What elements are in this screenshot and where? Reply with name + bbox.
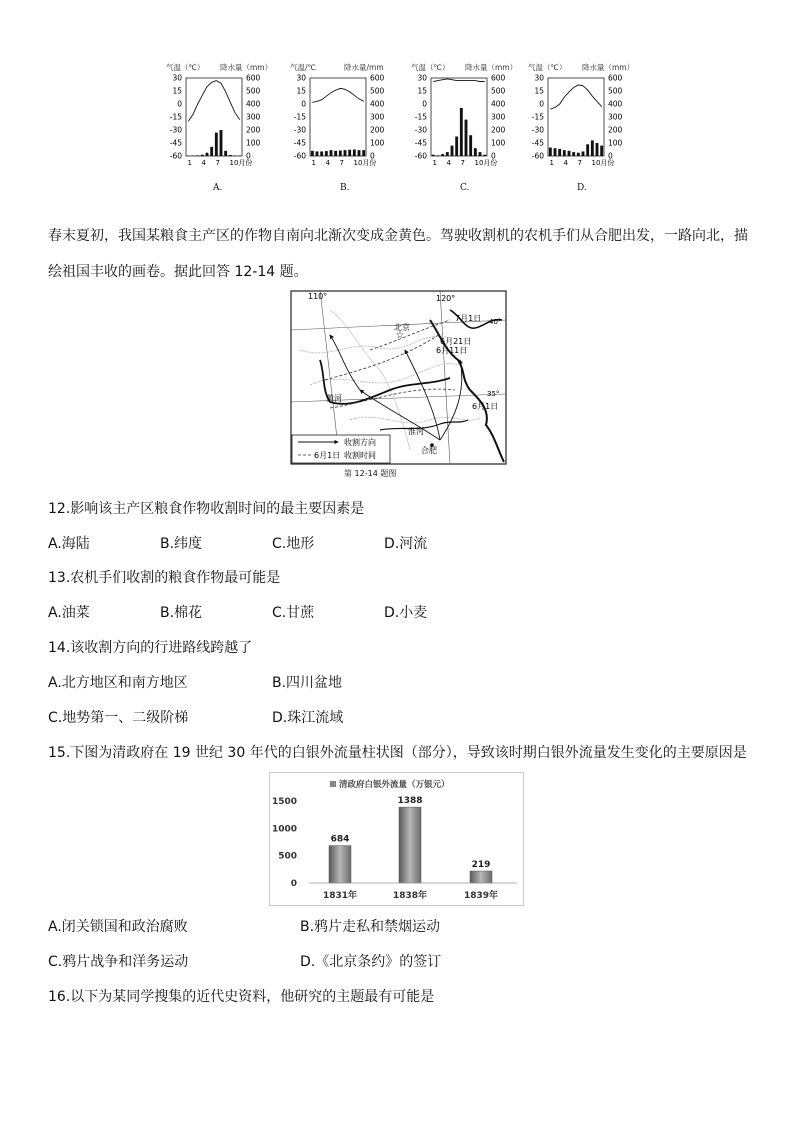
q13-option-a: A.油菜 xyxy=(48,605,90,621)
precip-bar-a xyxy=(220,130,223,156)
temp-tick-b: 30 xyxy=(296,73,306,83)
precip-bar-c xyxy=(455,137,458,157)
x-tick-label: 1839年 xyxy=(463,891,499,901)
precip-tick-d: 500 xyxy=(608,86,623,96)
precip-bar-d xyxy=(549,148,552,156)
intro-paragraph: 春末夏初，我国某粮食主产区的作物自南向北渐次变成金黄色。驾驶收割机的农机手们从合肥出发，一路向北，描绘祖国丰收的画卷。据此回答 12-14 题。 xyxy=(48,228,748,280)
month-tick-a: 7 xyxy=(215,159,220,167)
precip-tick-b: 200 xyxy=(370,125,385,135)
precip-tick-a: 200 xyxy=(246,125,261,135)
temp-line-d xyxy=(550,85,601,109)
precip-bar-b xyxy=(316,151,319,156)
data-label: 219 xyxy=(471,860,491,871)
temp-tick-d: 15 xyxy=(534,86,544,96)
legend-direction: 收割方向 xyxy=(344,438,376,447)
temp-tick-a: -45 xyxy=(169,138,182,148)
temp-tick-a: 15 xyxy=(172,86,182,96)
precip-tick-b: 300 xyxy=(370,112,385,122)
temp-tick-b: -15 xyxy=(293,112,306,122)
bar-1839年 xyxy=(470,871,492,883)
q15-option-c: C.鸦片战争和洋务运动 xyxy=(48,954,189,970)
temp-tick-d: -15 xyxy=(531,112,544,122)
temp-axis-title-d: 气温（℃） xyxy=(528,63,567,72)
precip-bar-c xyxy=(483,155,486,156)
month-tick-a: 10月份 xyxy=(229,159,253,167)
svg-text:☆: ☆ xyxy=(395,330,405,341)
q12-option-c: C.地形 xyxy=(272,536,315,552)
month-tick-a: 4 xyxy=(201,159,206,167)
precip-tick-b: 400 xyxy=(370,99,385,109)
temp-tick-a: -15 xyxy=(169,112,182,122)
bar-1838年 xyxy=(399,807,421,883)
month-tick-c: 4 xyxy=(446,159,451,167)
q13-stem: 13.农机手们收割的粮食作物最可能是 xyxy=(48,570,281,586)
q13-option-d: D.小麦 xyxy=(384,605,428,621)
label-jun1-map: 6月1日 xyxy=(472,402,499,411)
temp-tick-d: -30 xyxy=(531,125,544,135)
label-lon-120: 120° xyxy=(436,294,456,303)
precip-tick-a: 400 xyxy=(246,99,261,109)
precip-bar-a xyxy=(206,153,209,156)
precip-bar-a xyxy=(196,155,199,156)
temp-tick-a: 0 xyxy=(177,99,182,109)
temp-tick-c: 0 xyxy=(422,99,427,109)
precip-bar-b xyxy=(325,151,328,156)
precip-tick-c: 0 xyxy=(491,151,496,161)
label-huai-river: 淮河 xyxy=(408,427,424,436)
month-tick-d: 1 xyxy=(549,159,554,167)
precip-bar-b xyxy=(334,151,337,156)
temp-tick-c: 15 xyxy=(417,86,427,96)
label-jul1: 7月1日 xyxy=(455,314,482,323)
temp-axis-title-a: 气温（℃） xyxy=(166,63,205,72)
precip-bar-a xyxy=(229,155,232,156)
legend-swatch xyxy=(330,781,336,787)
label-hefei: 合肥 xyxy=(421,446,437,455)
x-tick-label: 1838年 xyxy=(392,891,428,901)
precip-bar-a xyxy=(201,155,204,156)
temp-tick-d: 0 xyxy=(539,99,544,109)
precip-bar-a xyxy=(234,155,237,156)
temp-tick-b: -60 xyxy=(293,151,306,161)
data-label: 684 xyxy=(330,834,350,845)
precip-bar-b xyxy=(311,151,314,156)
precip-tick-c: 600 xyxy=(491,73,506,83)
temp-tick-a: -60 xyxy=(169,151,182,161)
precip-bar-c xyxy=(451,146,454,156)
precip-axis-title-c: 降水量（mm） xyxy=(465,63,518,72)
month-tick-a: 1 xyxy=(187,159,192,167)
precip-tick-c: 400 xyxy=(491,99,506,109)
precip-bar-b xyxy=(344,150,347,156)
precip-tick-c: 100 xyxy=(491,138,506,148)
month-tick-c: 1 xyxy=(432,159,437,167)
label-lat-35: 35° xyxy=(487,390,500,398)
precip-tick-d: 100 xyxy=(608,138,623,148)
temp-tick-b: -45 xyxy=(293,138,306,148)
q16-stem: 16.以下为某同学搜集的近代史资料，他研究的主题最有可能是 xyxy=(48,989,435,1005)
precip-tick-d: 0 xyxy=(608,151,613,161)
precip-bar-c xyxy=(437,155,440,156)
chart-letter-a: A. xyxy=(213,183,223,193)
precip-axis-title-b: 降水量/mm xyxy=(344,63,384,72)
chart-letter-d: D. xyxy=(577,183,587,193)
precip-bar-d xyxy=(572,152,575,156)
precip-bar-b xyxy=(339,151,342,156)
precip-bar-d xyxy=(558,149,561,156)
temp-tick-c: -15 xyxy=(414,112,427,122)
q15-option-a: A.闭关锁国和政治腐败 xyxy=(48,919,188,935)
temp-tick-c: -60 xyxy=(414,151,427,161)
q12-option-a: A.海陆 xyxy=(48,536,90,552)
precip-bar-c xyxy=(474,148,477,156)
precip-bar-c xyxy=(432,155,435,156)
temp-tick-d: -45 xyxy=(531,138,544,148)
precip-bar-d xyxy=(563,150,566,156)
precip-tick-c: 200 xyxy=(491,125,506,135)
y-tick-label: 1000 xyxy=(271,824,297,835)
silver-outflow-chart xyxy=(269,772,524,906)
precip-bar-c xyxy=(465,120,468,156)
temp-tick-b: 15 xyxy=(296,86,306,96)
precip-bar-c xyxy=(446,152,449,156)
month-tick-b: 10月份 xyxy=(353,159,377,167)
precip-bar-b xyxy=(320,151,323,156)
label-yellow-river: 黄河 xyxy=(326,394,342,403)
precip-axis-title-d: 降水量（mm） xyxy=(582,63,635,72)
harvest-map xyxy=(290,290,508,468)
precip-bar-d xyxy=(600,146,603,156)
temp-tick-d: -60 xyxy=(531,151,544,161)
precip-tick-d: 400 xyxy=(608,99,623,109)
q12-stem: 12.影响该主产区粮食作物收割时间的最主要因素是 xyxy=(48,501,365,517)
precip-tick-c: 300 xyxy=(491,112,506,122)
temp-line-b xyxy=(312,88,363,102)
precip-tick-d: 300 xyxy=(608,112,623,122)
precip-tick-d: 600 xyxy=(608,73,623,83)
precip-axis-title-a: 降水量（mm） xyxy=(220,63,273,72)
temp-tick-c: -30 xyxy=(414,125,427,135)
temp-tick-b: -30 xyxy=(293,125,306,135)
precip-tick-c: 500 xyxy=(491,86,506,96)
month-tick-b: 7 xyxy=(339,159,344,167)
x-tick-label: 1831年 xyxy=(322,891,358,901)
precip-tick-a: 300 xyxy=(246,112,261,122)
q14-option-c: C.地势第一、二级阶梯 xyxy=(48,710,189,726)
precip-bar-b xyxy=(358,150,361,156)
label-lon-110: 110° xyxy=(308,292,328,301)
q13-option-b: B.棉花 xyxy=(160,605,203,621)
legend-date: 6月1日 xyxy=(314,451,341,460)
temp-line-c xyxy=(433,79,484,82)
month-tick-d: 7 xyxy=(577,159,582,167)
precip-bar-d xyxy=(577,153,580,156)
precip-tick-d: 200 xyxy=(608,125,623,135)
precip-bar-d xyxy=(554,148,557,156)
q14-option-a: A.北方地区和南方地区 xyxy=(48,675,188,691)
precip-bar-d xyxy=(582,151,585,156)
temp-tick-d: 30 xyxy=(534,73,544,83)
month-tick-d: 10月份 xyxy=(591,159,615,167)
month-tick-c: 10月份 xyxy=(474,159,498,167)
precip-bar-a xyxy=(210,147,213,156)
q13-option-c: C.甘蔗 xyxy=(272,605,315,621)
precip-bar-b xyxy=(330,150,333,156)
precip-tick-a: 100 xyxy=(246,138,261,148)
y-tick-label: 0 xyxy=(290,879,297,889)
precip-bar-a xyxy=(215,133,218,156)
data-label: 1388 xyxy=(397,796,423,807)
month-tick-d: 4 xyxy=(563,159,568,167)
temp-axis-title-b: 气温/℃ xyxy=(290,63,316,72)
map-caption: 第 12-14 题图 xyxy=(344,469,397,478)
chart-title: 清政府白银外流量（万银元） xyxy=(339,780,450,790)
month-tick-b: 4 xyxy=(325,159,330,167)
temp-tick-b: 0 xyxy=(301,99,306,109)
label-beijing: 北京 xyxy=(394,323,410,332)
label-jun11: 6月11日 xyxy=(436,346,468,355)
precip-bar-b xyxy=(353,150,356,157)
label-jun21: 6月21日 xyxy=(440,337,472,346)
precip-bar-b xyxy=(362,150,365,156)
q15-option-d: D.《北京条约》的签订 xyxy=(300,954,442,970)
chart-letter-b: B. xyxy=(340,183,350,193)
precip-bar-d xyxy=(568,151,571,156)
bar-1831年 xyxy=(329,846,351,883)
precip-tick-b: 0 xyxy=(370,151,375,161)
month-tick-c: 7 xyxy=(460,159,465,167)
precip-tick-b: 100 xyxy=(370,138,385,148)
plot-frame-c xyxy=(431,78,487,156)
chart-letter-c: C. xyxy=(460,183,470,193)
precip-tick-a: 500 xyxy=(246,86,261,96)
precip-bar-c xyxy=(460,108,463,156)
temp-axis-title-c: 气温（℃） xyxy=(411,63,450,72)
q15-stem: 15.下图为清政府在 19 世纪 30 年代的白银外流量柱状图（部分），导致该时期白银外流量发生变化的主要原因是 xyxy=(48,745,747,761)
legend-time: 收割时间 xyxy=(344,451,376,460)
precip-bar-c xyxy=(469,135,472,156)
precip-bar-c xyxy=(441,154,444,156)
precip-bar-c xyxy=(479,152,482,156)
q12-option-d: D.河流 xyxy=(384,536,428,552)
q14-option-b: B.四川盆地 xyxy=(272,675,343,691)
precip-bar-a xyxy=(224,151,227,156)
precip-tick-a: 0 xyxy=(246,151,251,161)
q14-stem: 14.该收割方向的行进路线跨越了 xyxy=(48,640,253,656)
q14-option-d: D.珠江流域 xyxy=(272,710,344,726)
q15-option-b: B.鸦片走私和禁烟运动 xyxy=(300,919,441,935)
temp-tick-a: -30 xyxy=(169,125,182,135)
q12-option-b: B.纬度 xyxy=(160,536,203,552)
temp-line-a xyxy=(188,81,239,122)
temp-tick-a: 30 xyxy=(172,73,182,83)
precip-bar-d xyxy=(596,143,599,156)
temp-tick-c: 30 xyxy=(417,73,427,83)
month-tick-b: 1 xyxy=(311,159,316,167)
temp-tick-c: -45 xyxy=(414,138,427,148)
precip-tick-b: 500 xyxy=(370,86,385,96)
precip-bar-d xyxy=(591,140,594,156)
precip-tick-b: 600 xyxy=(370,73,385,83)
y-tick-label: 500 xyxy=(278,851,297,862)
precip-tick-a: 600 xyxy=(246,73,261,83)
climate-charts xyxy=(0,55,794,200)
precip-bar-b xyxy=(348,150,351,156)
precip-bar-d xyxy=(586,144,589,156)
plot-frame-a xyxy=(186,78,242,156)
label-lat-40: 40° xyxy=(489,318,502,326)
y-tick-label: 1500 xyxy=(271,797,297,807)
